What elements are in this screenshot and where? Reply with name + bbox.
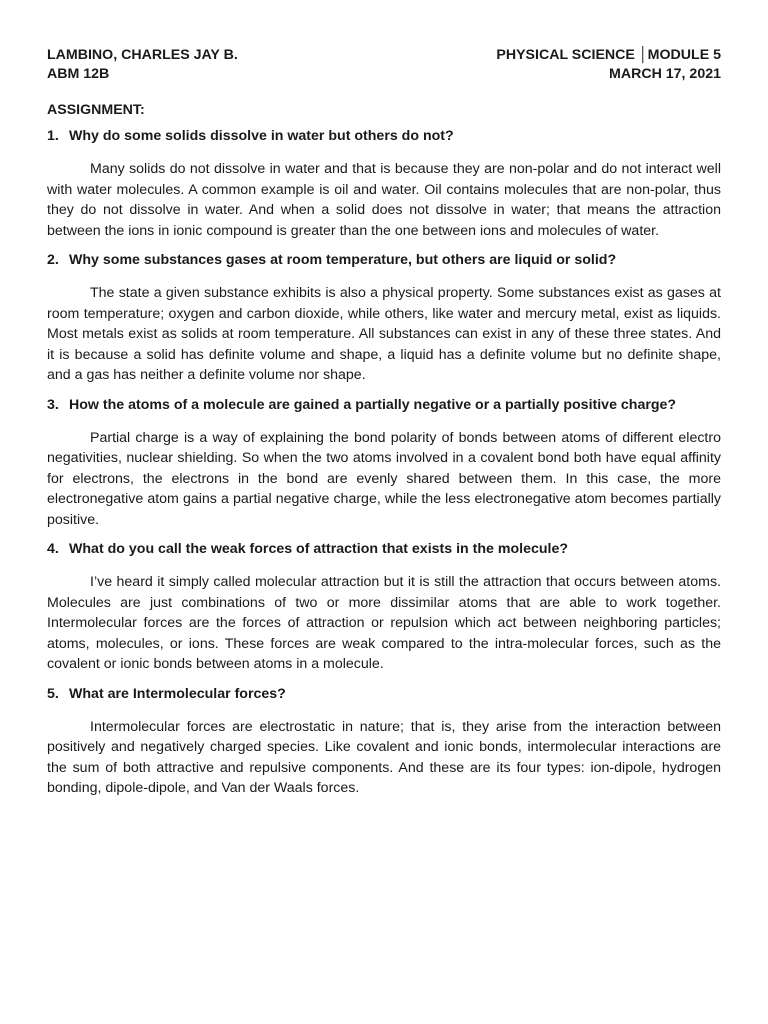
subject-module: PHYSICAL SCIENCE │MODULE 5 bbox=[496, 47, 721, 63]
question-list bbox=[47, 127, 721, 799]
qa-item-1 bbox=[47, 127, 721, 241]
assignment-title: ASSIGNMENT: bbox=[47, 102, 145, 118]
qa-item-5 bbox=[47, 685, 721, 799]
question-text: What do you call the weak forces of attraction that exists in the molecule? bbox=[69, 541, 569, 557]
answer-3: Partial charge is a way of explaining the bond polarity of bonds between atoms of different electro negativities, nuclear shielding. So when the two atoms involved in a covalent bond both have equal affinity for electrons, the electrons in the bond are evenly shared between them. In this case, the more electronegative atom gains a partial negative charge, while the less electronegative atom becomes partially positive. bbox=[47, 429, 721, 528]
question-text: How the atoms of a molecule are gained a partially negative or a partially positive charge? bbox=[69, 396, 677, 413]
question-number: 5. bbox=[47, 685, 59, 702]
question-2 bbox=[47, 251, 721, 270]
question-text: What are Intermolecular forces? bbox=[69, 685, 286, 702]
question-4 bbox=[47, 540, 721, 559]
qa-item-4 bbox=[47, 540, 721, 675]
answer-1: Many solids do not dissolve in water and that is because they are non-polar and do not interact well with water molecules. A common example is oil and water. Oil contains molecules that are non-polar, thus they do not dissolve in water. And when a solid does not dissolve in water; that means the attraction between the ions in ionic compound is greater than the one between ions and molecules of water. bbox=[47, 161, 721, 239]
header-left bbox=[47, 46, 238, 84]
question-1 bbox=[47, 127, 721, 146]
qa-item-2 bbox=[47, 251, 721, 386]
qa-item-3 bbox=[47, 396, 721, 531]
question-number: 2. bbox=[47, 252, 59, 268]
question-text: Why do some solids dissolve in water but others do not? bbox=[69, 128, 454, 144]
student-name: LAMBINO, CHARLES JAY B. bbox=[47, 47, 238, 63]
question-text: Why some substances gases at room temperature, but others are liquid or solid? bbox=[69, 252, 617, 268]
header-right bbox=[496, 46, 721, 84]
question-number: 1. bbox=[47, 128, 59, 144]
question-number: 4. bbox=[47, 541, 59, 557]
student-section: ABM 12B bbox=[47, 66, 110, 82]
answer-5: Intermolecular forces are electrostatic in nature; that is, they arise from the interaction between positively and negatively charged species. Like covalent and ionic bonds, intermolecular interactions are the sum of both attractive and repulsive components. And these are its four types: ion-dipole, hydrogen bonding, dipole-dipole, and Van der Waals forces. bbox=[47, 718, 721, 796]
question-3 bbox=[47, 396, 721, 415]
question-number: 3. bbox=[47, 396, 59, 413]
document-date: MARCH 17, 2021 bbox=[609, 66, 721, 82]
question-5 bbox=[47, 685, 721, 704]
document-header bbox=[47, 46, 721, 84]
answer-2: The state a given substance exhibits is also a physical property. Some substances exist as gases at room temperature; oxygen and carbon dioxide, while others, like water and mercury metal, exist as liquids. Most metals exist as solids at room temperature. All substances can exist in any of these three states. And it is because a solid has definite volume and shape, a liquid has a definite volume but no definite shape, and a gas has neither a definite volume nor shape. bbox=[47, 285, 721, 383]
answer-4: I’ve heard it simply called molecular attraction but it is still the attraction that occurs between atoms. Molecules are just combinations of two or more dissimilar atoms that are able to work together. Intermolecular forces are the forces of attraction or repulsion which act between neighboring particles; atoms, molecules, or ions. These forces are weak compared to the intra-molecular forces, such as the covalent or ionic bonds between atoms in a molecule. bbox=[47, 574, 721, 672]
